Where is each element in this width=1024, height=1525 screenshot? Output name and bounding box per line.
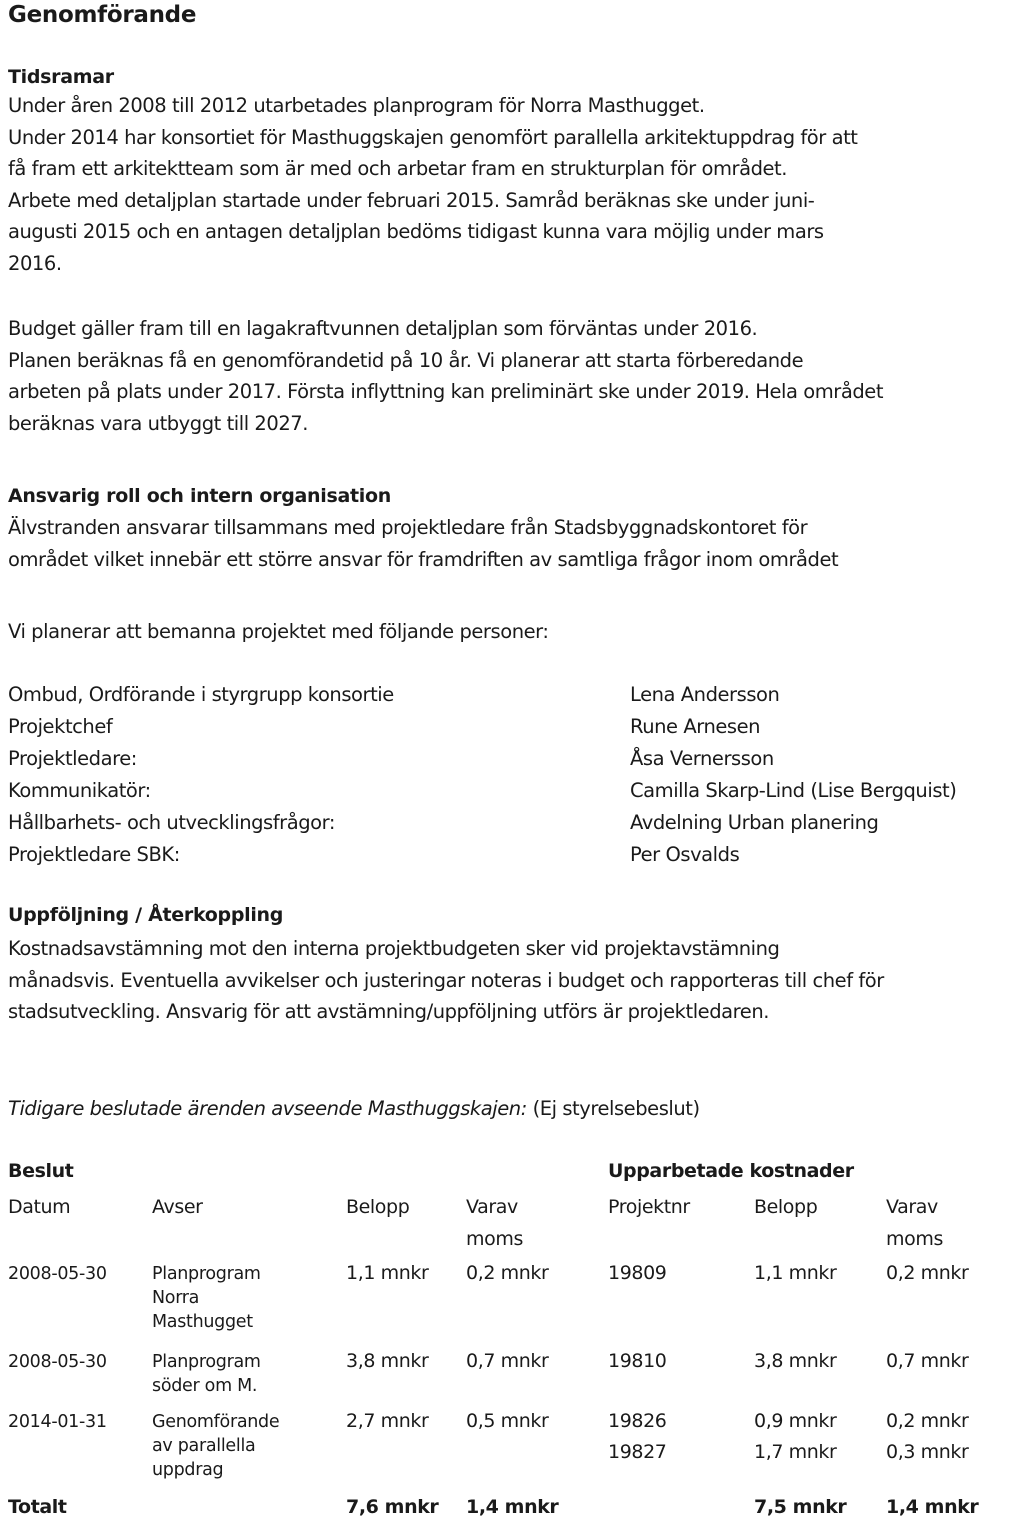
- col-header-projektnr: Projektnr: [608, 1196, 690, 1218]
- table-cell-avser: [152, 1262, 261, 1334]
- table-cell-varav-2: 0,2 mnkr: [886, 1262, 969, 1284]
- table-cell-datum: 2014-01-31: [8, 1412, 107, 1432]
- text-line: Arbete med detaljplan startade under februari 2015. Samråd beräknas ske under juni-: [8, 188, 815, 212]
- text-line: augusti 2015 och en antagen detaljplan bedöms tidigast kunna vara möjlig under mars: [8, 220, 824, 243]
- text-line: stadsutveckling. Ansvarig för att avstämning/uppföljning utförs är projektledaren.: [8, 1000, 769, 1023]
- avser-line: Masthugget: [152, 1312, 253, 1332]
- avser-line: söder om M.: [152, 1376, 258, 1396]
- total-belopp: 7,6 mnkr: [346, 1496, 439, 1518]
- staff-role: Ombud, Ordförande i styrgrupp konsortie: [8, 683, 394, 706]
- ansvar-intro: Vi planerar att bemanna projektet med följande personer:: [8, 620, 549, 643]
- table-cell-belopp-2: 1,7 mnkr: [754, 1441, 837, 1463]
- text-line: Budget gäller fram till en lagakraftvunnen detaljplan som förväntas under 2016.: [8, 317, 758, 340]
- col-header-avser: Avser: [152, 1196, 203, 1218]
- table-cell-projektnr: 19827: [608, 1441, 667, 1463]
- staff-name: Avdelning Urban planering: [630, 811, 879, 834]
- avser-line: Genomförande: [152, 1412, 280, 1432]
- table-cell-varav-2: 0,7 mnkr: [886, 1350, 969, 1372]
- avser-line: Planprogram: [152, 1264, 261, 1284]
- text-line: beräknas vara utbyggt till 2027.: [8, 411, 308, 435]
- text-line: få fram ett arkitektteam som är med och arbetar fram en strukturplan för området.: [8, 157, 787, 180]
- avser-line: uppdrag: [152, 1460, 224, 1480]
- text-line: Planen beräknas få en genomförandetid på 10 år. Vi planerar att starta förberedande: [8, 348, 804, 372]
- staff-role: Hållbarhets- och utvecklingsfrågor:: [8, 811, 335, 834]
- table-cell-varav: 0,7 mnkr: [466, 1350, 549, 1372]
- table-cell-belopp: 3,8 mnkr: [346, 1350, 429, 1372]
- group-header-upparbetade: Upparbetade kostnader: [608, 1160, 854, 1182]
- staff-role: Kommunikatör:: [8, 779, 151, 802]
- table-cell-datum: 2008-05-30: [8, 1264, 107, 1284]
- section-title-tidsramar: Tidsramar: [8, 66, 114, 88]
- section-title-ansvar: Ansvarig roll och intern organisation: [8, 485, 391, 507]
- col-header-varav: Varav: [466, 1196, 518, 1218]
- staff-name: Åsa Vernersson: [630, 747, 774, 770]
- col-header-belopp-2: Belopp: [754, 1196, 818, 1218]
- table-cell-datum: 2008-05-30: [8, 1352, 107, 1372]
- text-line: området vilket innebär ett större ansvar för framdriften av samtliga frågor inom området: [8, 547, 839, 571]
- text-line: Under 2014 har konsortiet för Masthuggskajen genomfört parallella arkitektuppdrag för att: [8, 125, 858, 149]
- total-varav: 1,4 mnkr: [466, 1496, 559, 1518]
- staff-role: Projektchef: [8, 715, 113, 738]
- uppfoljning-paragraph: [8, 933, 884, 1028]
- tidsramar-paragraph-1: [8, 90, 858, 279]
- staff-name: Camilla Skarp-Lind (Lise Bergquist): [630, 779, 957, 802]
- staff-role: Projektledare SBK:: [8, 843, 180, 866]
- total-varav-2: 1,4 mnkr: [886, 1496, 979, 1518]
- previous-decisions-caption: [8, 1093, 700, 1125]
- text-line: 2016.: [8, 251, 62, 275]
- table-cell-belopp-2: 3,8 mnkr: [754, 1350, 837, 1372]
- table-cell-projektnr: 19810: [608, 1350, 667, 1372]
- tidsramar-paragraph-2: [8, 313, 883, 439]
- col-header-belopp: Belopp: [346, 1196, 410, 1218]
- table-cell-varav: 0,2 mnkr: [466, 1262, 549, 1284]
- staff-role: Projektledare:: [8, 747, 137, 770]
- ansvar-paragraph: [8, 512, 838, 575]
- table-cell-projektnr: 19826: [608, 1410, 667, 1432]
- page-heading: Genomförande: [8, 2, 197, 28]
- col-header-datum: Datum: [8, 1196, 71, 1218]
- col-header-varav-2: Varav: [886, 1196, 938, 1218]
- table-cell-belopp-2: 0,9 mnkr: [754, 1410, 837, 1432]
- table-cell-avser: [152, 1410, 279, 1482]
- table-cell-varav: 0,5 mnkr: [466, 1410, 549, 1432]
- avser-line: Planprogram: [152, 1352, 261, 1372]
- text-line: månadsvis. Eventuella avvikelser och justeringar noteras i budget och rapporteras till chef för: [8, 968, 884, 992]
- col-header-moms-2: moms: [886, 1228, 943, 1250]
- text-line: Under åren 2008 till 2012 utarbetades planprogram för Norra Masthugget.: [8, 94, 705, 117]
- section-title-uppfoljning: Uppföljning / Återkoppling: [8, 904, 284, 926]
- staff-name: Lena Andersson: [630, 683, 780, 706]
- caption-note: (Ej styrelsebeslut): [526, 1097, 700, 1120]
- text-line: arbeten på plats under 2017. Första inflyttning kan preliminärt ske under 2019. Hela området: [8, 380, 884, 403]
- table-cell-belopp: 1,1 mnkr: [346, 1262, 429, 1284]
- table-cell-varav-2: 0,3 mnkr: [886, 1441, 969, 1463]
- text-line: Älvstranden ansvarar tillsammans med projektledare från Stadsbyggnadskontoret för: [8, 516, 808, 539]
- caption-italic: Tidigare beslutade ärenden avseende Masthuggskajen:: [8, 1097, 527, 1120]
- staff-name: Per Osvalds: [630, 843, 740, 866]
- table-cell-projektnr: 19809: [608, 1262, 667, 1284]
- table-cell-belopp-2: 1,1 mnkr: [754, 1262, 837, 1284]
- table-cell-avser: [152, 1350, 261, 1398]
- avser-line: Norra: [152, 1288, 200, 1308]
- total-belopp-2: 7,5 mnkr: [754, 1496, 847, 1518]
- col-header-moms: moms: [466, 1228, 523, 1250]
- group-header-beslut: Beslut: [8, 1160, 74, 1182]
- table-cell-varav-2: 0,2 mnkr: [886, 1410, 969, 1432]
- table-cell-belopp: 2,7 mnkr: [346, 1410, 429, 1432]
- text-line: Kostnadsavstämning mot den interna projektbudgeten sker vid projektavstämning: [8, 937, 780, 960]
- avser-line: av parallella: [152, 1436, 256, 1456]
- total-label: Totalt: [8, 1496, 67, 1518]
- staff-name: Rune Arnesen: [630, 715, 761, 738]
